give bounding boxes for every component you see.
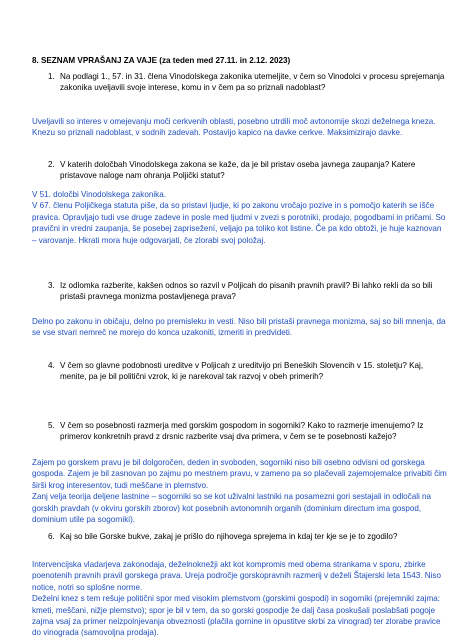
answer-paragraph: V 51. določbi Vinodolskega zakonika. [32,190,166,199]
answer-6 [32,559,447,639]
question-text: V katerih določbah Vinodolskega zakona se kaže, da je bil pristav oseba javnega zaupanja? Katere pristavove naloge nam ohranja Poljički statut? [60,160,416,181]
question-number: 3. [48,281,55,290]
answer-2 [32,189,447,246]
question-number: 2. [48,160,55,169]
question-text: V čem so posebnosti razmerja med gorskim gospodom in sogorniki? Kako to razmerje imenujemo? Iz primerov konkretnih pravd z drsnic razberite vsaj dva primera, v čem se te posebnosti kažejo? [60,421,424,442]
question-number: 4. [48,361,55,370]
question-text: Iz odlomka razberite, kakšen odnos so razvil v Poljicah do pisanih pravnih pravil? Bi lahko rekli da so bili pristaši pravnega monizma postavljenega prava? [60,281,433,302]
question-6 [48,531,450,542]
question-4 [48,360,450,383]
question-text: V čem so glavne podobnosti ureditve v Poljicah z ureditvijo pri Beneških Slovencih v 15. stoletju? Kaj, menite, pa je bil politični vzrok, ki je narekoval tak razvoj v obeh primerih? [60,361,424,382]
answer-paragraph: Delno po zakonu in običaju, delno po premisleku in vesti. Niso bili pristaši pravnega monizma, saj so bili mnenja, da se vse stvari nemreč ne morejo do konca uzakoniti, izmeriti in predvideti. [32,317,446,338]
question-1 [48,71,450,94]
answer-paragraph: Uveljavili so interes v omejevanju moči cerkvenih oblasti, posebno utrdili moč avtonomije skozi deželnega kneza. Knezu so priznali nadoblast, v sodnih zadevah. Postavijo kapico na davke cerkve. Maksimizirajo davke. [32,117,436,138]
question-number: 1. [48,72,55,81]
answer-paragraph: Deželni knez s tem rešuje politični spor med visokim plemstvom (gorskimi gospodi) in sogorniki (prejemniki zajma: kmeti, meščani, nižje plemstvo); spor je bil v tem, da so gorski gospodje že dalj časa poskušali poslabšati pogoje zajma vsaj za primer neizpolnjevanja obveznosti (plačila gornine in opustitve skrbi za vinograd) ter zlorabe pravice do vinograda (samovoljna prodaja). [32,594,441,638]
question-text: Na podlagi 1., 57. in 31. člena Vinodolskega zakonika utemeljite, v čem so Vinodolci v procesu sprejemanja zakonika uveljavili svoje interese, komu in v čem pa so priznali nadoblast? [60,72,445,93]
answer-paragraph: Zajem po gorskem pravu je bil dolgoročen, deden in svoboden, sogorniki niso bili osebno odvisni od gorskega gospoda. Zajem je bil zasnovan po zajmu po mestnem pravu, v zameno pa so plačevali zajemojemalce privabiti čim širši krog interesentov, tudi meščane in plemstvo. [32,458,447,490]
question-2 [48,159,450,182]
answer-3 [32,316,447,339]
document-title: 8. SEZNAM VPRAŠANJ ZA VAJE (za teden med 27.11. in 2.12. 2023) [32,56,291,65]
answer-paragraph: V 67. členu Poljičkega statuta piše, da so pristavi ljudje, ki po zakonu vročajo pozive in s pomočjo katerih se išče pravica. Opravljajo tudi vse druge zadeve in posle med ljudmi v zvezi s porotniki, prodajo, pogodbami in pričami. So pravični in vredni zaupanja, še posebej zaprisežení, veljajo pa toliko kot listine. Če pa kdo obtoži, je huje kaznovan – varovanje. Hkrati mora huje odgovarjati, če zlorabi svoj položaj. [32,201,446,245]
answer-paragraph: Zanj velja teorija deljene lastnine – sogorniki so se kot uživalni lastniki na posamezni gori sestajali in odločali na gorskih pravdah (v okviru gorskih zborov) kot posebnih avtonomnih organih (dominium directum ima gospod, dominium utile pa sogorniki). [32,492,432,525]
answer-paragraph: Intervencijska vladarjeva zakonodaja, deželnoknežji akt kot kompromis med obema strankama v sporu, zbirke poenotenih pravnih pravil gorskega prava. Ureja področje gorskopravnih razmerij v deželi Štajerski leta 1543. Niso notice, notri so splošne norme. [32,560,441,592]
question-5 [48,420,450,443]
question-number: 5. [48,421,55,430]
answer-5 [32,457,447,525]
question-3 [48,280,450,303]
question-text: Kaj so bile Gorske bukve, zakaj je prišlo do njihovega sprejema in kdaj ter kje se je to zgodilo? [60,532,398,541]
question-number: 6. [48,532,55,541]
answer-1 [32,116,447,139]
